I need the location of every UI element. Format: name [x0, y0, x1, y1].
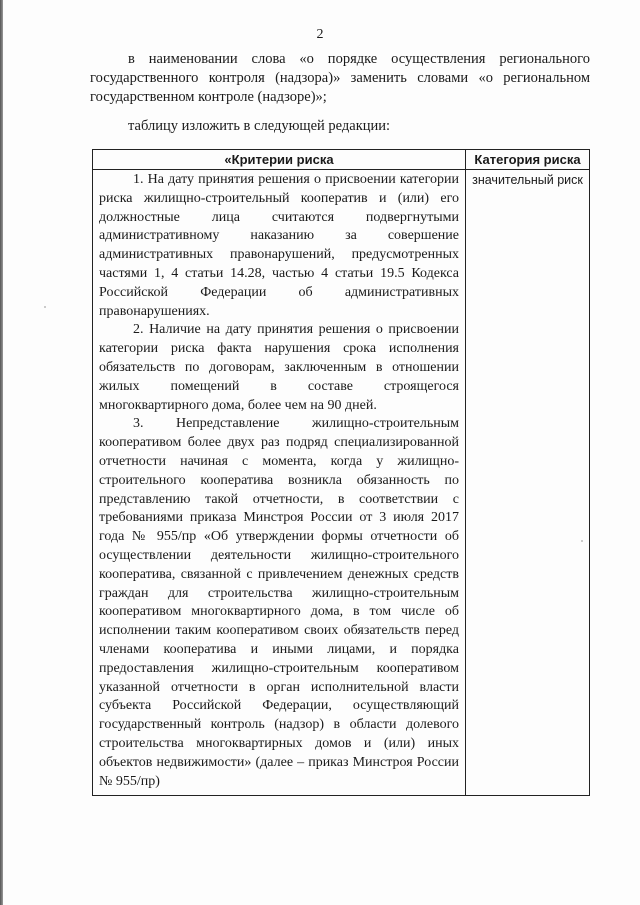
criteria-cell [93, 170, 466, 796]
criterion-3: 3. Непредставление жилищно-строительным кооперативом более двух раз подряд специализированной отчетности начиная с момента, когда у жилищно-строительного кооператива возникла обязанность по представлению такой отчетности, в соответствии с требованиями приказа Минстроя России от 3 июля 2017 года № 955/пр «Об утверждении формы отчетности об осуществлении деятельности жилищно-строительного кооператива, связанной с привлечением денежных средств граждан для строительства жилищно-строительным кооперативом многоквартирного дома, в том числе об исполнении таким кооперативом своих обязательств перед членами кооператива и иными лицами, и порядка предоставления жилищно-строительным кооперативом указанной отчетности в орган исполнительной власти субъекта Российской Федерации, осуществляющий государственный контроль (надзор) в области долевого строительства многоквартирных домов и (или) иных объектов недвижимости» (далее – приказ Минстроя России № 955/пр) [99, 416, 459, 789]
header-category: Категория риска [466, 150, 590, 170]
intro-paragraph [90, 117, 590, 136]
intro-text-table-instruction: таблицу изложить в следующей редакции: [128, 118, 391, 134]
scan-speck [44, 306, 46, 308]
scan-speck [581, 540, 583, 542]
criterion-2: 2. Наличие на дату принятия решения о присвоении категории риска факта нарушения срока исполнения обязательств по договорам, заключенным в отношении жилых помещений в составе строящегося многоквартирного дома, более чем на 90 дней. [99, 322, 459, 413]
intro-text-amendment: в наименовании слова «о порядке осуществления регионального государственного контроля (надзора)» заменить словами «о региональном государственном контроле (надзоре)»; [90, 51, 590, 105]
risk-category-value: значительный риск [472, 173, 583, 187]
risk-table-container [92, 149, 590, 796]
criterion-1: 1. На дату принятия решения о присвоении категории риска жилищно-строительный кооператив и (или) его должностные лица считаются подвергнутыми административному наказанию за совершение административных правонарушений, предусмотренных частями 1, 4 статьи 14.28, частью 4 статьи 19.5 Кодекса Российской Федерации об административных правонарушениях. [99, 172, 459, 319]
risk-criteria-table [92, 149, 590, 796]
table-header-row [93, 150, 590, 170]
table-row [93, 170, 590, 796]
header-criteria: «Критерии риска [93, 150, 466, 170]
scan-edge [0, 0, 3, 905]
page-number: 2 [316, 27, 324, 42]
category-cell [466, 170, 590, 796]
intro-paragraph [90, 50, 590, 107]
